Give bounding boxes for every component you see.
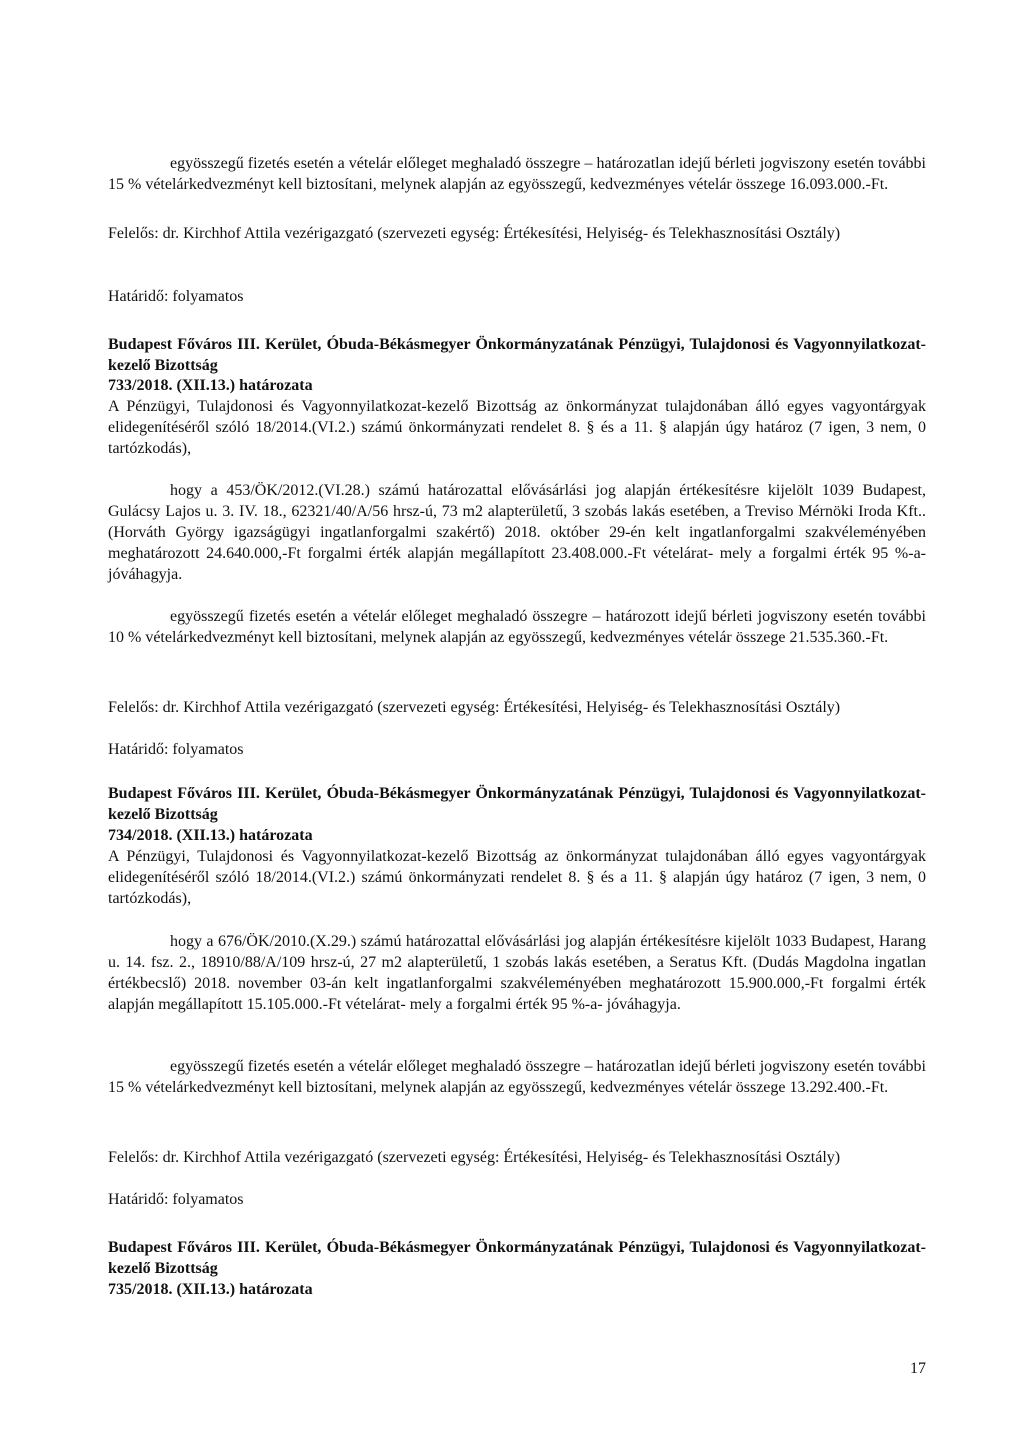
resolution-734-deadline: Határidő: folyamatos [108,1191,244,1208]
resolution-734-responsible: Felelős: dr. Kirchhof Attila vezérigazgató (szervezeti egység: Értékesítési, Helyiség- és Telekhasznosítási Osztály) [108,1149,841,1166]
resolution-733-preamble: A Pénzügyi, Tulajdonosi és Vagyonnyilatkozat-kezelő Bizottság az önkormányzat tulajdonában álló egyes vagyontárgyak elidegenítéséről szóló 18/2014.(VI.2.) számú önkormányzati rendelet 8. § és a 11. § alapján úgy határoz (7 igen, 3 nem, 0 tartózkodás), [108,398,926,457]
resolution-733-payment: egyösszegű fizetés esetén a vételár előleget meghaladó összegre – határozott idejű bérleti jogviszony esetén további 10 % vételárkedvezményt kell biztosítani, melynek alapján az egyösszegű, kedvezményes vételár összege 21.535.360.-Ft. [108,608,926,646]
page-number: 17 [910,1360,926,1377]
resolution-733-number: 733/2018. (XII.13.) határozata [108,377,313,394]
resolution-734-heading: Budapest Főváros III. Kerület, Óbuda-Békásmegyer Önkormányzatának Pénzügyi, Tulajdonosi és Vagyonnyilatkozat-kezelő Bizottság [108,785,926,823]
intro-responsible: Felelős: dr. Kirchhof Attila vezérigazgató (szervezeti egység: Értékesítési, Helyiség- és Telekhasznosítási Osztály) [108,225,841,242]
resolution-733-decision: hogy a 453/ÖK/2012.(VI.28.) számú határozattal elővásárlási jog alapján értékesítésre kijelölt 1039 Budapest, Gulácsy Lajos u. 3. IV. 18., 62321/40/A/56 hrsz-ú, 73 m2 alapterületű, 3 szobás lakás esetében, a Treviso Mérnöki Iroda Kft.. (Horváth György igazságügyi ingatlanforgalmi szakértő) 2018. október 29-én kelt ingatlanforgalmi szakvéleményében meghatározott 24.640.000,-Ft forgalmi érték alapján megállapított 23.408.000.-Ft vételárat- mely a forgalmi érték 95 %-a- jóváhagyja. [108,482,926,583]
resolution-733-responsible: Felelős: dr. Kirchhof Attila vezérigazgató (szervezeti egység: Értékesítési, Helyiség- és Telekhasznosítási Osztály) [108,699,841,716]
resolution-733-deadline: Határidő: folyamatos [108,741,244,758]
resolution-735-heading: Budapest Főváros III. Kerület, Óbuda-Békásmegyer Önkormányzatának Pénzügyi, Tulajdonosi és Vagyonnyilatkozat-kezelő Bizottság [108,1239,926,1277]
resolution-733-heading: Budapest Főváros III. Kerület, Óbuda-Békásmegyer Önkormányzatának Pénzügyi, Tulajdonosi és Vagyonnyilatkozat-kezelő Bizottság [108,336,926,374]
resolution-734-number: 734/2018. (XII.13.) határozata [108,827,313,844]
resolution-734-payment: egyösszegű fizetés esetén a vételár előleget meghaladó összegre – határozatlan idejű bérleti jogviszony esetén további 15 % vételárkedvezményt kell biztosítani, melynek alapján az egyösszegű, kedvezményes vételár összege 13.292.400.-Ft. [108,1058,926,1096]
intro-payment-paragraph: egyösszegű fizetés esetén a vételár előleget meghaladó összegre – határozatlan idejű bérleti jogviszony esetén további 15 % vételárkedvezményt kell biztosítani, melynek alapján az egyösszegű, kedvezményes vételár összege 16.093.000.-Ft. [108,155,926,193]
intro-deadline: Határidő: folyamatos [108,288,244,305]
resolution-734-decision: hogy a 676/ÖK/2010.(X.29.) számú határozattal elővásárlási jog alapján értékesítésre kijelölt 1033 Budapest, Harang u. 14. fsz. 2., 18910/88/A/109 hrsz-ú, 27 m2 alapterületű, 1 szobás lakás esetében, a Seratus Kft. (Dudás Magdolna ingatlan értékbecslő) 2018. november 03-án kelt ingatlanforgalmi szakvéleményében meghatározott 15.900.000,-Ft forgalmi érték alapján megállapított 15.105.000.-Ft vételárat- mely a forgalmi érték 95 %-a- jóváhagyja. [108,933,926,1013]
resolution-735-number: 735/2018. (XII.13.) határozata [108,1281,313,1298]
resolution-734-preamble: A Pénzügyi, Tulajdonosi és Vagyonnyilatkozat-kezelő Bizottság az önkormányzat tulajdonában álló egyes vagyontárgyak elidegenítéséről szóló 18/2014.(VI.2.) számú önkormányzati rendelet 8. § és a 11. § alapján úgy határoz (7 igen, 3 nem, 0 tartózkodás), [108,848,926,907]
